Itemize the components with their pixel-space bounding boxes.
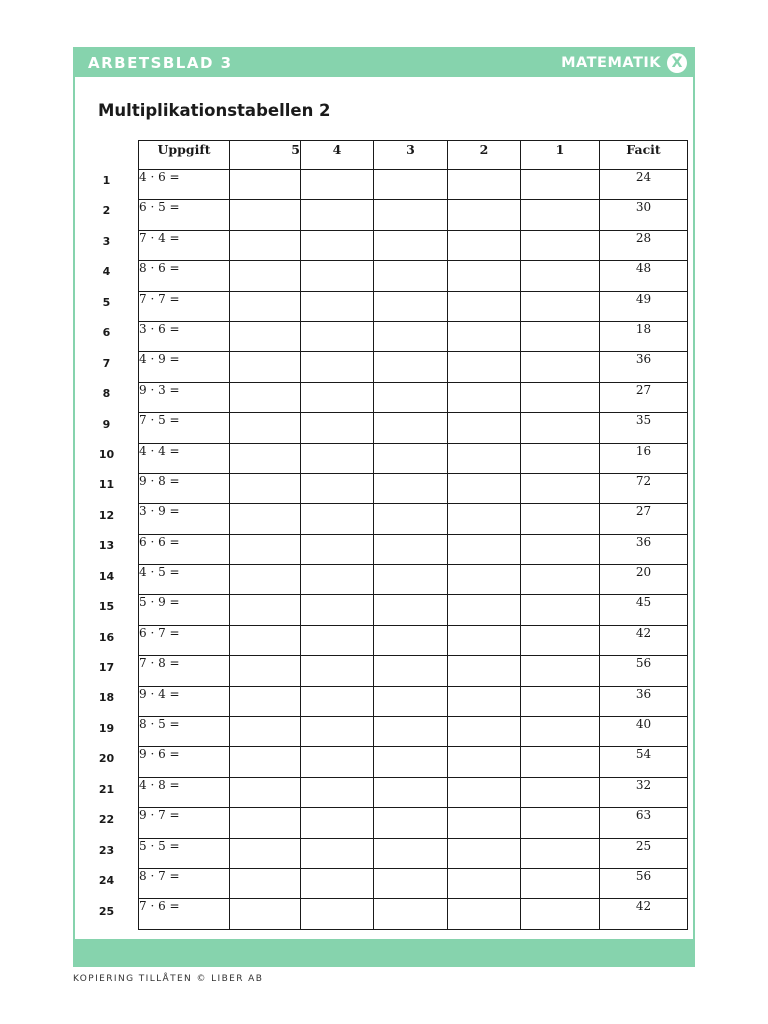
answer-cell[interactable] [301, 534, 374, 564]
answer-cell[interactable] [230, 808, 301, 838]
answer-cell[interactable] [301, 777, 374, 807]
column-header-uppgift: Uppgift [139, 141, 230, 170]
facit-cell: 18 [600, 321, 688, 351]
facit-cell: 42 [600, 899, 688, 929]
table-row [139, 838, 688, 868]
answer-cell[interactable] [448, 261, 521, 291]
answer-cell[interactable] [301, 170, 374, 200]
facit-cell: 30 [600, 200, 688, 230]
facit-cell: 45 [600, 595, 688, 625]
row-number: 8 [102, 387, 111, 401]
answer-cell[interactable] [301, 868, 374, 898]
answer-cell[interactable] [521, 868, 600, 898]
task-cell: 7 · 7 = [139, 291, 230, 321]
answer-cell[interactable] [448, 717, 521, 747]
header-bar [75, 49, 693, 77]
table-row [139, 443, 688, 473]
facit-cell: 40 [600, 717, 688, 747]
task-cell: 9 · 3 = [139, 382, 230, 412]
answer-cell[interactable] [448, 504, 521, 534]
answer-cell[interactable] [374, 565, 448, 595]
row-number: 13 [98, 539, 115, 553]
answer-cell[interactable] [230, 686, 301, 716]
facit-cell: 36 [600, 352, 688, 382]
row-number: 10 [98, 447, 115, 461]
answer-cell[interactable] [374, 777, 448, 807]
task-cell: 8 · 5 = [139, 717, 230, 747]
subject-label: MATEMATIK [561, 55, 661, 71]
answer-cell[interactable] [301, 473, 374, 503]
answer-cell[interactable] [521, 656, 600, 686]
answer-cell[interactable] [521, 352, 600, 382]
facit-cell: 56 [600, 868, 688, 898]
answer-cell[interactable] [448, 565, 521, 595]
row-number: 24 [98, 874, 115, 888]
answer-cell[interactable] [521, 291, 600, 321]
answer-cell[interactable] [521, 686, 600, 716]
answer-cell[interactable] [374, 717, 448, 747]
page-title: Multiplikationstabellen 2 [98, 101, 331, 120]
task-cell: 7 · 5 = [139, 413, 230, 443]
answer-cell[interactable] [374, 443, 448, 473]
answer-cell[interactable] [230, 899, 301, 929]
answer-cell[interactable] [230, 838, 301, 868]
row-number: 25 [98, 904, 115, 918]
table-row [139, 291, 688, 321]
facit-cell: 25 [600, 838, 688, 868]
column-header-4: 4 [301, 141, 374, 170]
row-number: 22 [98, 813, 115, 827]
table-row [139, 382, 688, 412]
table-header-row [139, 141, 688, 170]
task-cell: 6 · 5 = [139, 200, 230, 230]
row-number: 19 [98, 721, 115, 735]
answer-cell[interactable] [448, 868, 521, 898]
answer-cell[interactable] [448, 473, 521, 503]
answer-cell[interactable] [301, 321, 374, 351]
table-row [139, 899, 688, 929]
answer-cell[interactable] [301, 808, 374, 838]
answer-cell[interactable] [521, 534, 600, 564]
answer-cell[interactable] [230, 625, 301, 655]
table-row [139, 473, 688, 503]
subject-group [561, 53, 687, 73]
facit-cell: 49 [600, 291, 688, 321]
answer-cell[interactable] [521, 625, 600, 655]
task-cell: 9 · 4 = [139, 686, 230, 716]
facit-cell: 35 [600, 413, 688, 443]
answer-cell[interactable] [230, 413, 301, 443]
task-cell: 8 · 6 = [139, 261, 230, 291]
worksheet-label: ARBETSBLAD 3 [88, 54, 233, 72]
table-row [139, 717, 688, 747]
row-number: 1 [102, 174, 111, 187]
facit-cell: 16 [600, 443, 688, 473]
answer-cell[interactable] [301, 595, 374, 625]
row-number: 3 [102, 234, 111, 248]
row-number: 2 [102, 204, 111, 218]
facit-cell: 27 [600, 382, 688, 412]
task-cell: 4 · 9 = [139, 352, 230, 382]
answer-cell[interactable] [374, 352, 448, 382]
task-cell: 7 · 4 = [139, 230, 230, 260]
answer-cell[interactable] [521, 382, 600, 412]
copyright-footer: KOPIERING TILLÅTEN © LIBER AB [73, 974, 264, 984]
answer-cell[interactable] [301, 443, 374, 473]
row-number: 15 [98, 600, 115, 614]
facit-cell: 20 [600, 565, 688, 595]
row-number: 12 [98, 508, 115, 522]
task-cell: 4 · 5 = [139, 565, 230, 595]
answer-cell[interactable] [448, 291, 521, 321]
answer-cell[interactable] [448, 230, 521, 260]
x-badge-icon: X [667, 53, 687, 73]
task-cell: 4 · 8 = [139, 777, 230, 807]
task-cell: 8 · 7 = [139, 868, 230, 898]
row-number: 7 [102, 356, 111, 370]
column-header-1: 1 [521, 141, 600, 170]
table-row [139, 747, 688, 777]
table-row [139, 777, 688, 807]
answer-cell[interactable] [374, 656, 448, 686]
answer-cell[interactable] [301, 291, 374, 321]
answer-cell[interactable] [448, 625, 521, 655]
answer-cell[interactable] [374, 686, 448, 716]
answer-cell[interactable] [230, 170, 301, 200]
answer-cell[interactable] [521, 899, 600, 929]
worksheet [73, 47, 695, 967]
answer-cell[interactable] [230, 291, 301, 321]
answer-cell[interactable] [301, 747, 374, 777]
answer-cell[interactable] [448, 686, 521, 716]
column-header-2: 2 [448, 141, 521, 170]
answer-cell[interactable] [374, 747, 448, 777]
answer-cell[interactable] [521, 230, 600, 260]
answer-cell[interactable] [301, 382, 374, 412]
task-cell: 9 · 8 = [139, 473, 230, 503]
answer-cell[interactable] [521, 443, 600, 473]
facit-cell: 24 [600, 170, 688, 200]
answer-cell[interactable] [448, 534, 521, 564]
task-cell: 7 · 6 = [139, 899, 230, 929]
answer-cell[interactable] [448, 595, 521, 625]
table-row [139, 504, 688, 534]
table-row [139, 200, 688, 230]
answer-cell[interactable] [521, 504, 600, 534]
row-number: 4 [102, 265, 111, 279]
footer-bar [73, 939, 695, 967]
answer-cell[interactable] [301, 413, 374, 443]
task-cell: 9 · 7 = [139, 808, 230, 838]
facit-cell: 36 [600, 686, 688, 716]
row-number: 18 [98, 691, 115, 705]
answer-cell[interactable] [521, 717, 600, 747]
answer-cell[interactable] [448, 352, 521, 382]
table-row [139, 686, 688, 716]
facit-cell: 42 [600, 625, 688, 655]
answer-cell[interactable] [521, 200, 600, 230]
table-row [139, 656, 688, 686]
table-row [139, 534, 688, 564]
answer-cell[interactable] [448, 170, 521, 200]
answer-cell[interactable] [230, 747, 301, 777]
row-number: 20 [98, 752, 115, 766]
column-header-facit: Facit [600, 141, 688, 170]
answer-cell[interactable] [374, 413, 448, 443]
answer-cell[interactable] [230, 777, 301, 807]
answer-cell[interactable] [448, 656, 521, 686]
answer-cell[interactable] [521, 808, 600, 838]
task-cell: 6 · 6 = [139, 534, 230, 564]
answer-cell[interactable] [374, 595, 448, 625]
answer-cell[interactable] [448, 747, 521, 777]
table-row [139, 565, 688, 595]
row-number: 6 [102, 326, 111, 340]
answer-cell[interactable] [230, 382, 301, 412]
answer-cell[interactable] [230, 504, 301, 534]
answer-cell[interactable] [230, 717, 301, 747]
answer-cell[interactable] [301, 504, 374, 534]
answer-cell[interactable] [230, 443, 301, 473]
answer-cell[interactable] [521, 413, 600, 443]
task-cell: 3 · 6 = [139, 321, 230, 351]
table-row [139, 595, 688, 625]
answer-cell[interactable] [301, 899, 374, 929]
answer-cell[interactable] [374, 504, 448, 534]
answer-cell[interactable] [521, 170, 600, 200]
task-cell: 5 · 9 = [139, 595, 230, 625]
answer-cell[interactable] [374, 230, 448, 260]
answer-cell[interactable] [230, 595, 301, 625]
answer-cell[interactable] [521, 321, 600, 351]
row-number: 21 [98, 782, 115, 796]
task-cell: 3 · 9 = [139, 504, 230, 534]
answer-cell[interactable] [448, 413, 521, 443]
table-row [139, 170, 688, 200]
answer-cell[interactable] [374, 382, 448, 412]
task-cell: 7 · 8 = [139, 656, 230, 686]
answer-cell[interactable] [521, 838, 600, 868]
task-cell: 5 · 5 = [139, 838, 230, 868]
table-row [139, 625, 688, 655]
answer-cell[interactable] [448, 899, 521, 929]
answer-cell[interactable] [230, 656, 301, 686]
column-header-3: 3 [374, 141, 448, 170]
table-row [139, 352, 688, 382]
answer-cell[interactable] [301, 656, 374, 686]
facit-cell: 56 [600, 656, 688, 686]
answer-cell[interactable] [521, 747, 600, 777]
facit-cell: 28 [600, 230, 688, 260]
answer-cell[interactable] [521, 473, 600, 503]
facit-cell: 27 [600, 504, 688, 534]
answer-cell[interactable] [448, 808, 521, 838]
facit-cell: 32 [600, 777, 688, 807]
facit-cell: 54 [600, 747, 688, 777]
row-number: 23 [98, 843, 115, 857]
table-row [139, 261, 688, 291]
answer-cell[interactable] [230, 868, 301, 898]
answer-cell[interactable] [374, 321, 448, 351]
answer-cell[interactable] [374, 808, 448, 838]
answer-cell[interactable] [301, 565, 374, 595]
answer-cell[interactable] [448, 838, 521, 868]
table-row [139, 321, 688, 351]
table-row [139, 230, 688, 260]
row-number: 14 [98, 569, 115, 583]
answer-cell[interactable] [301, 838, 374, 868]
task-cell: 9 · 6 = [139, 747, 230, 777]
answer-cell[interactable] [230, 565, 301, 595]
answer-cell[interactable] [230, 261, 301, 291]
facit-cell: 36 [600, 534, 688, 564]
table-row [139, 808, 688, 838]
row-number: 9 [102, 417, 111, 431]
answer-cell[interactable] [301, 230, 374, 260]
answer-cell[interactable] [374, 534, 448, 564]
answer-cell[interactable] [301, 625, 374, 655]
answer-cell[interactable] [374, 200, 448, 230]
answer-cell[interactable] [301, 686, 374, 716]
answer-cell[interactable] [448, 777, 521, 807]
answer-cell[interactable] [521, 261, 600, 291]
answer-cell[interactable] [301, 352, 374, 382]
answer-cell[interactable] [374, 625, 448, 655]
answer-cell[interactable] [374, 291, 448, 321]
answer-cell[interactable] [521, 595, 600, 625]
answer-cell[interactable] [374, 170, 448, 200]
answer-cell[interactable] [448, 443, 521, 473]
answer-cell[interactable] [374, 899, 448, 929]
table-row [139, 413, 688, 443]
answer-cell[interactable] [521, 777, 600, 807]
answer-cell[interactable] [374, 868, 448, 898]
answer-cell[interactable] [448, 382, 521, 412]
row-number: 11 [98, 478, 115, 492]
answer-cell[interactable] [448, 200, 521, 230]
row-number-column [75, 169, 138, 930]
answer-cell[interactable] [230, 534, 301, 564]
answer-cell[interactable] [301, 717, 374, 747]
multiplication-table [138, 140, 688, 930]
row-number: 16 [98, 630, 115, 644]
row-number: 17 [98, 661, 115, 674]
column-header-5: 5 [230, 141, 301, 170]
answer-cell[interactable] [230, 321, 301, 351]
facit-cell: 48 [600, 261, 688, 291]
row-number: 5 [102, 295, 111, 309]
table-row [139, 868, 688, 898]
answer-cell[interactable] [301, 261, 374, 291]
facit-cell: 72 [600, 473, 688, 503]
answer-cell[interactable] [230, 473, 301, 503]
answer-cell[interactable] [448, 321, 521, 351]
answer-cell[interactable] [301, 200, 374, 230]
answer-cell[interactable] [521, 565, 600, 595]
answer-cell[interactable] [230, 200, 301, 230]
answer-cell[interactable] [374, 473, 448, 503]
answer-cell[interactable] [230, 352, 301, 382]
facit-cell: 63 [600, 808, 688, 838]
answer-cell[interactable] [230, 230, 301, 260]
answer-cell[interactable] [374, 261, 448, 291]
answer-cell[interactable] [374, 838, 448, 868]
task-cell: 4 · 6 = [139, 170, 230, 200]
task-cell: 6 · 7 = [139, 625, 230, 655]
task-cell: 4 · 4 = [139, 443, 230, 473]
